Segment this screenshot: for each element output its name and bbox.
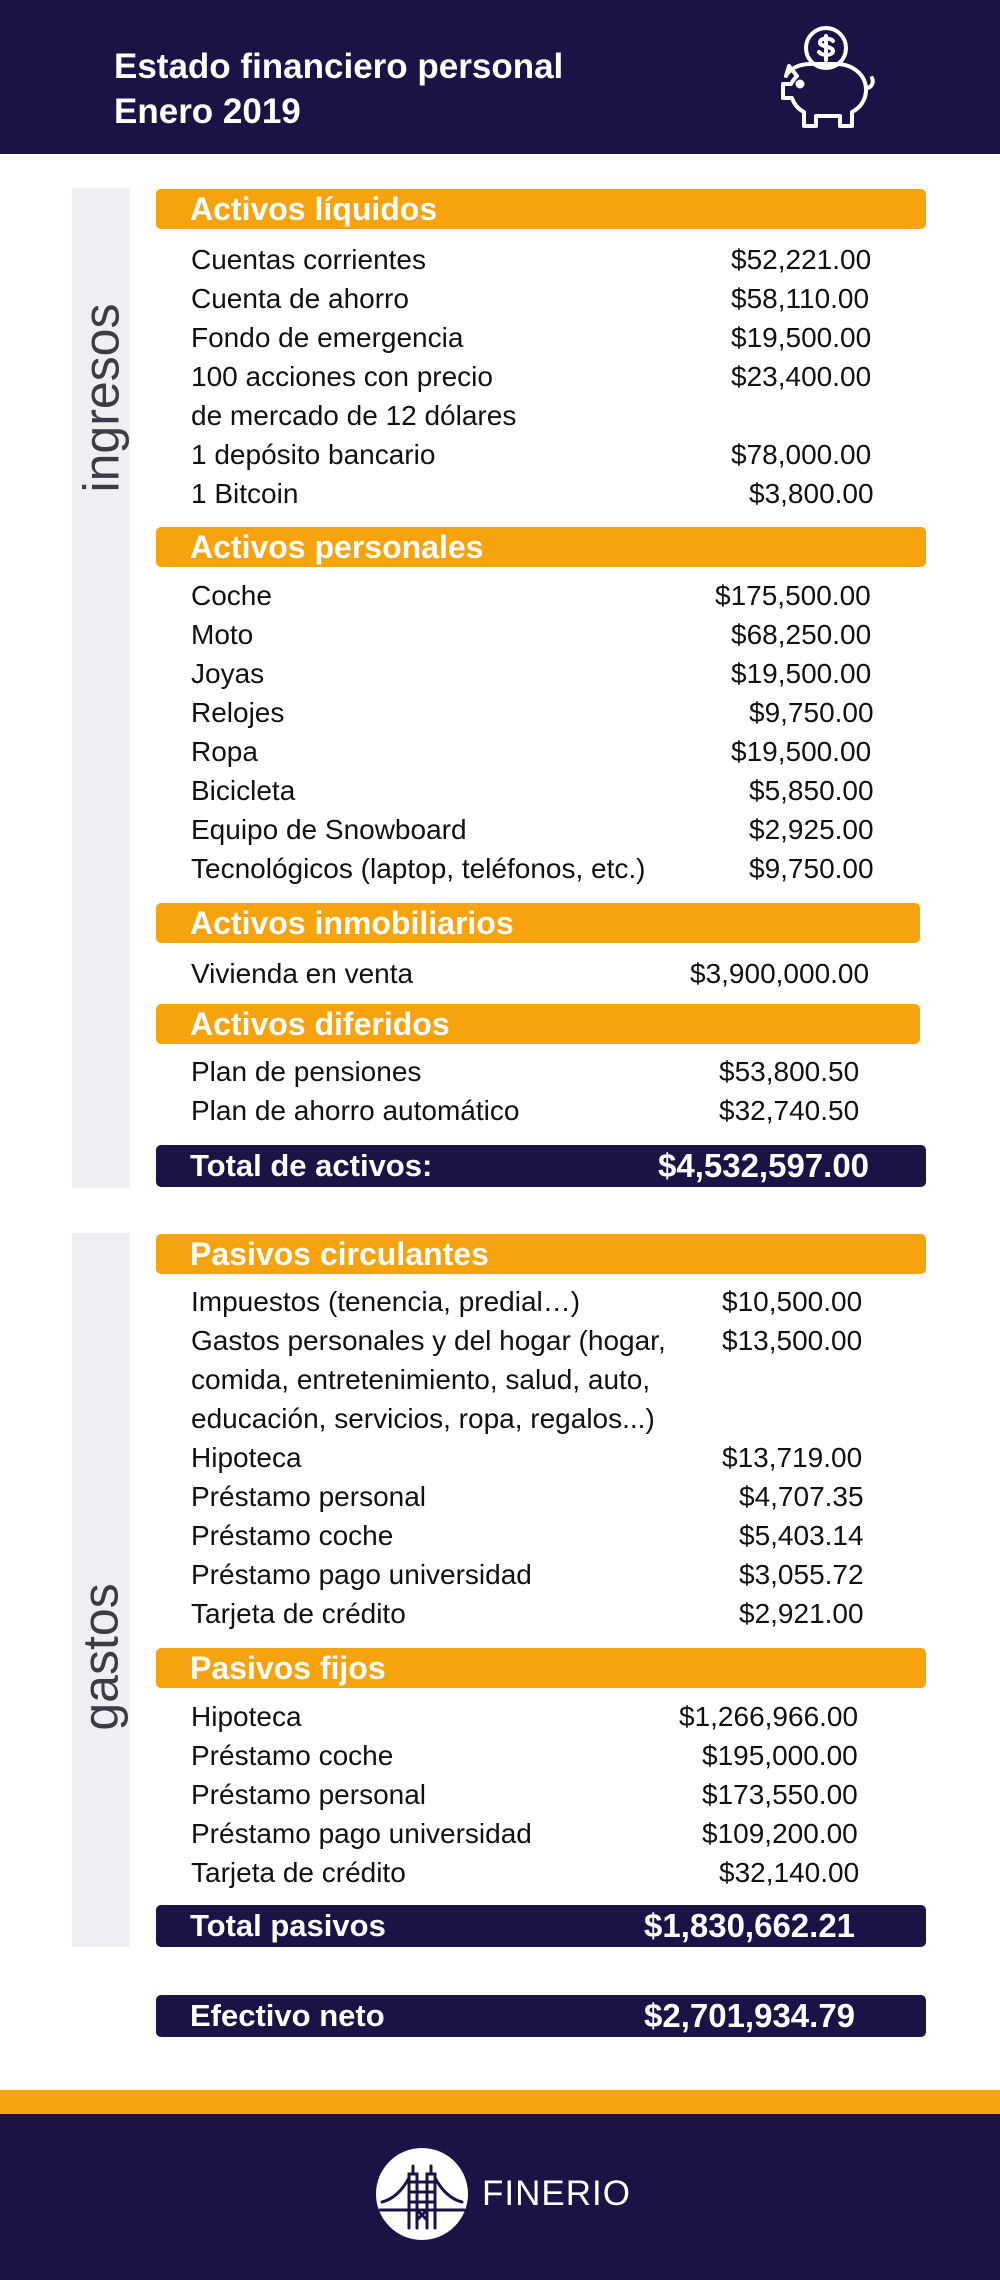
category-deferred-assets <box>156 1004 920 1044</box>
total-assets-amount: $4,532,597.00 <box>658 1147 870 1184</box>
category-title: Activos diferidos <box>190 1006 450 1042</box>
bridge-logo-icon <box>376 2148 468 2240</box>
category-liquid-assets <box>156 189 926 229</box>
expenses-side-bar <box>72 1233 130 1947</box>
category-title: Activos inmobiliarios <box>190 905 514 941</box>
title-line-1: Estado financiero personal <box>114 47 564 86</box>
total-assets-bar <box>156 1145 926 1187</box>
total-assets-label: Total de activos: <box>190 1148 433 1183</box>
income-side-bar <box>72 188 130 1188</box>
category-fixed-liabilities <box>156 1648 926 1688</box>
footer-accent-strip <box>0 2090 1000 2114</box>
title-line-2: Enero 2019 <box>114 92 301 131</box>
category-real-estate-assets <box>156 903 920 943</box>
net-cash-bar <box>156 1995 926 2037</box>
category-title: Activos personales <box>190 529 484 565</box>
expenses-side-label: gastos <box>73 1583 130 1731</box>
category-title: Pasivos fijos <box>190 1650 386 1686</box>
total-liabilities-label: Total pasivos <box>190 1908 386 1943</box>
page-title <box>114 44 563 134</box>
net-cash-amount: $2,701,934.79 <box>644 1997 856 2034</box>
total-liabilities-amount: $1,830,662.21 <box>644 1907 856 1944</box>
total-liabilities-bar <box>156 1905 926 1947</box>
category-title: Pasivos circulantes <box>190 1236 489 1272</box>
category-personal-assets <box>156 527 926 567</box>
category-current-liabilities <box>156 1234 926 1274</box>
category-title: Activos líquidos <box>190 191 438 227</box>
income-side-label: ingresos <box>73 303 129 493</box>
brand-name: FINERIO <box>482 2174 631 2213</box>
piggy-bank-dollar-icon <box>750 18 878 138</box>
footer <box>0 2114 1000 2280</box>
net-cash-label: Efectivo neto <box>190 1998 385 2033</box>
header <box>0 0 1000 154</box>
